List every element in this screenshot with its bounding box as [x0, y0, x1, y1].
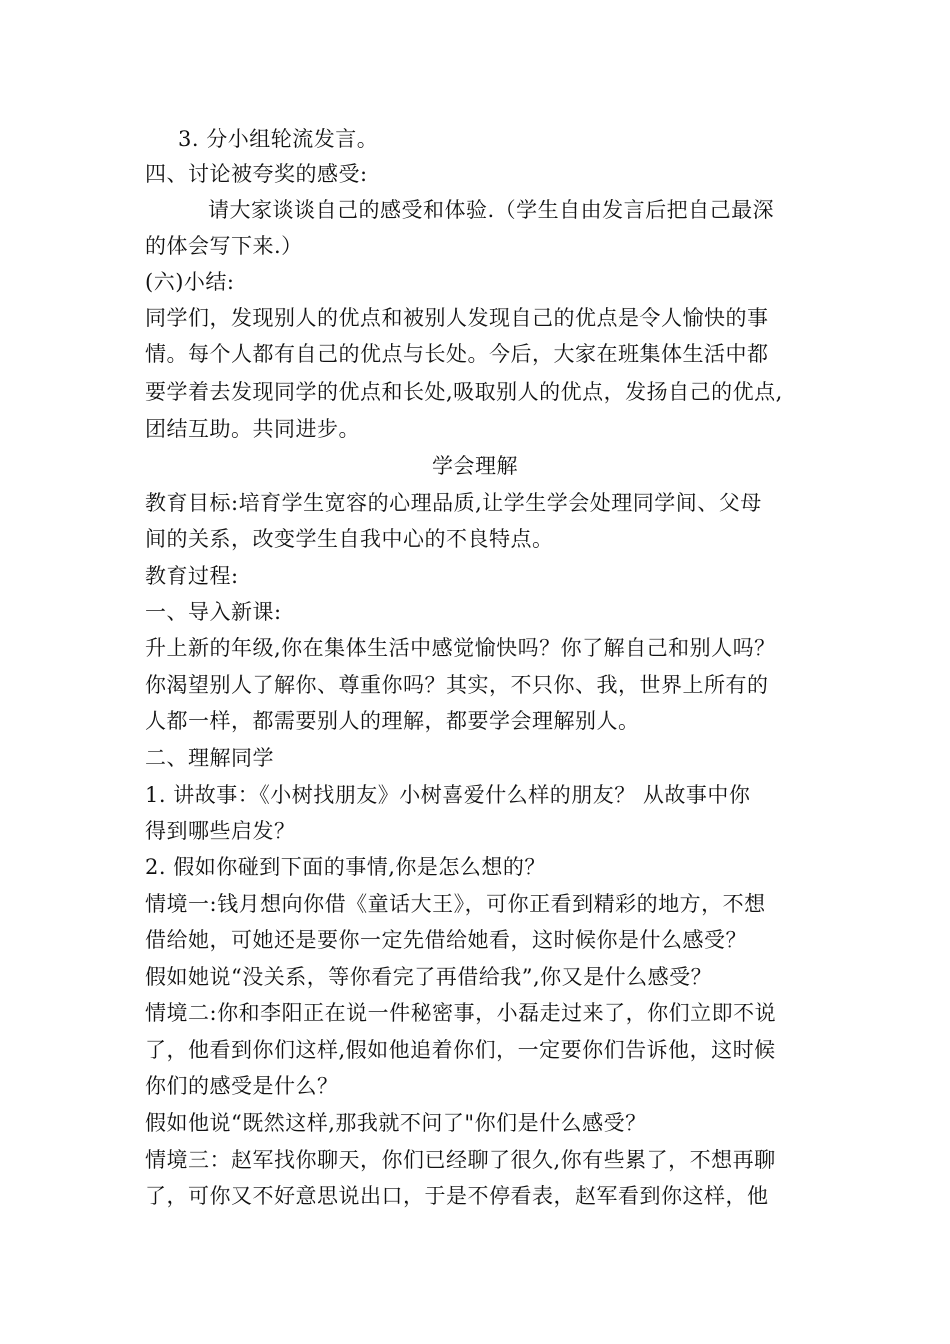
text-line-1: 3. 分小组轮流发言。 [178, 127, 379, 151]
text-line-29: 情境三：赵军找你聊天，你们已经聊了很久,你有些累了，不想再聊 [145, 1148, 776, 1172]
text-line-24: 假如她说“没关系，等你看完了再借给我”,你又是什么感受？ [145, 965, 713, 989]
lesson-title: 学会理解 [432, 454, 518, 478]
section-heading-4: 四、讨论被夸奖的感受: [145, 162, 368, 186]
section-heading-6: (六)小结: [145, 270, 235, 294]
text-line-8: 要学着去发现同学的优点和长处,吸取别人的优点，发扬自己的优点, [145, 380, 783, 404]
text-line-13: 教育过程: [145, 564, 239, 588]
text-line-22: 情境一:钱月想向你借《童话大王》，可你正看到精彩的地方，不想 [145, 892, 766, 916]
text-line-30: 了，可你又不好意思说出口，于是不停看表，赵军看到你这样，他 [145, 1184, 769, 1208]
text-line-21: 2. 假如你碰到下面的事情,你是怎么想的？ [145, 855, 546, 879]
text-line-19: 1. 讲故事：《小树找朋友》小树喜爱什么样的朋友？ 从故事中你 [145, 783, 751, 807]
text-line-15: 升上新的年级,你在集体生活中感觉愉快吗？你了解自己和别人吗？ [145, 636, 776, 660]
section-heading-1: 一、导入新课: [145, 600, 282, 624]
text-line-7: 情。每个人都有自己的优点与长处。今后，大家在班集体生活中都 [145, 342, 769, 366]
text-line-27: 你们的感受是什么？ [145, 1074, 339, 1098]
text-line-9: 团结互助。共同进步。 [145, 417, 360, 441]
text-line-17: 人都一样，都需要别人的理解，都要学会理解别人。 [145, 709, 640, 733]
text-line-3: 请大家谈谈自己的感受和体验.（学生自由发言后把自己最深 [208, 198, 775, 222]
text-line-23: 借给她，可她还是要你一定先借给她看，这时候你是什么感受？ [145, 928, 747, 952]
section-heading-2: 二、理解同学 [145, 746, 274, 770]
text-line-11: 教育目标:培育学生宽容的心理品质,让学生学会处理同学间、父母 [145, 491, 762, 515]
text-line-26: 了，他看到你们这样,假如他追着你们，一定要你们告诉他，这时候 [145, 1038, 776, 1062]
text-line-16: 你渴望别人了解你、尊重你吗？其实，不只你、我，世界上所有的 [145, 673, 769, 697]
text-line-4: 的体会写下来.） [145, 234, 303, 258]
text-line-28: 假如他说“既然这样,那我就不问了"你们是什么感受？ [145, 1111, 647, 1135]
text-line-25: 情境二:你和李阳正在说一件秘密事，小磊走过来了，你们立即不说 [145, 1001, 777, 1025]
text-line-6: 同学们，发现别人的优点和被别人发现自己的优点是令人愉快的事 [145, 306, 769, 330]
text-line-20: 得到哪些启发？ [145, 819, 296, 843]
text-line-12: 间的关系，改变学生自我中心的不良特点。 [145, 527, 554, 551]
